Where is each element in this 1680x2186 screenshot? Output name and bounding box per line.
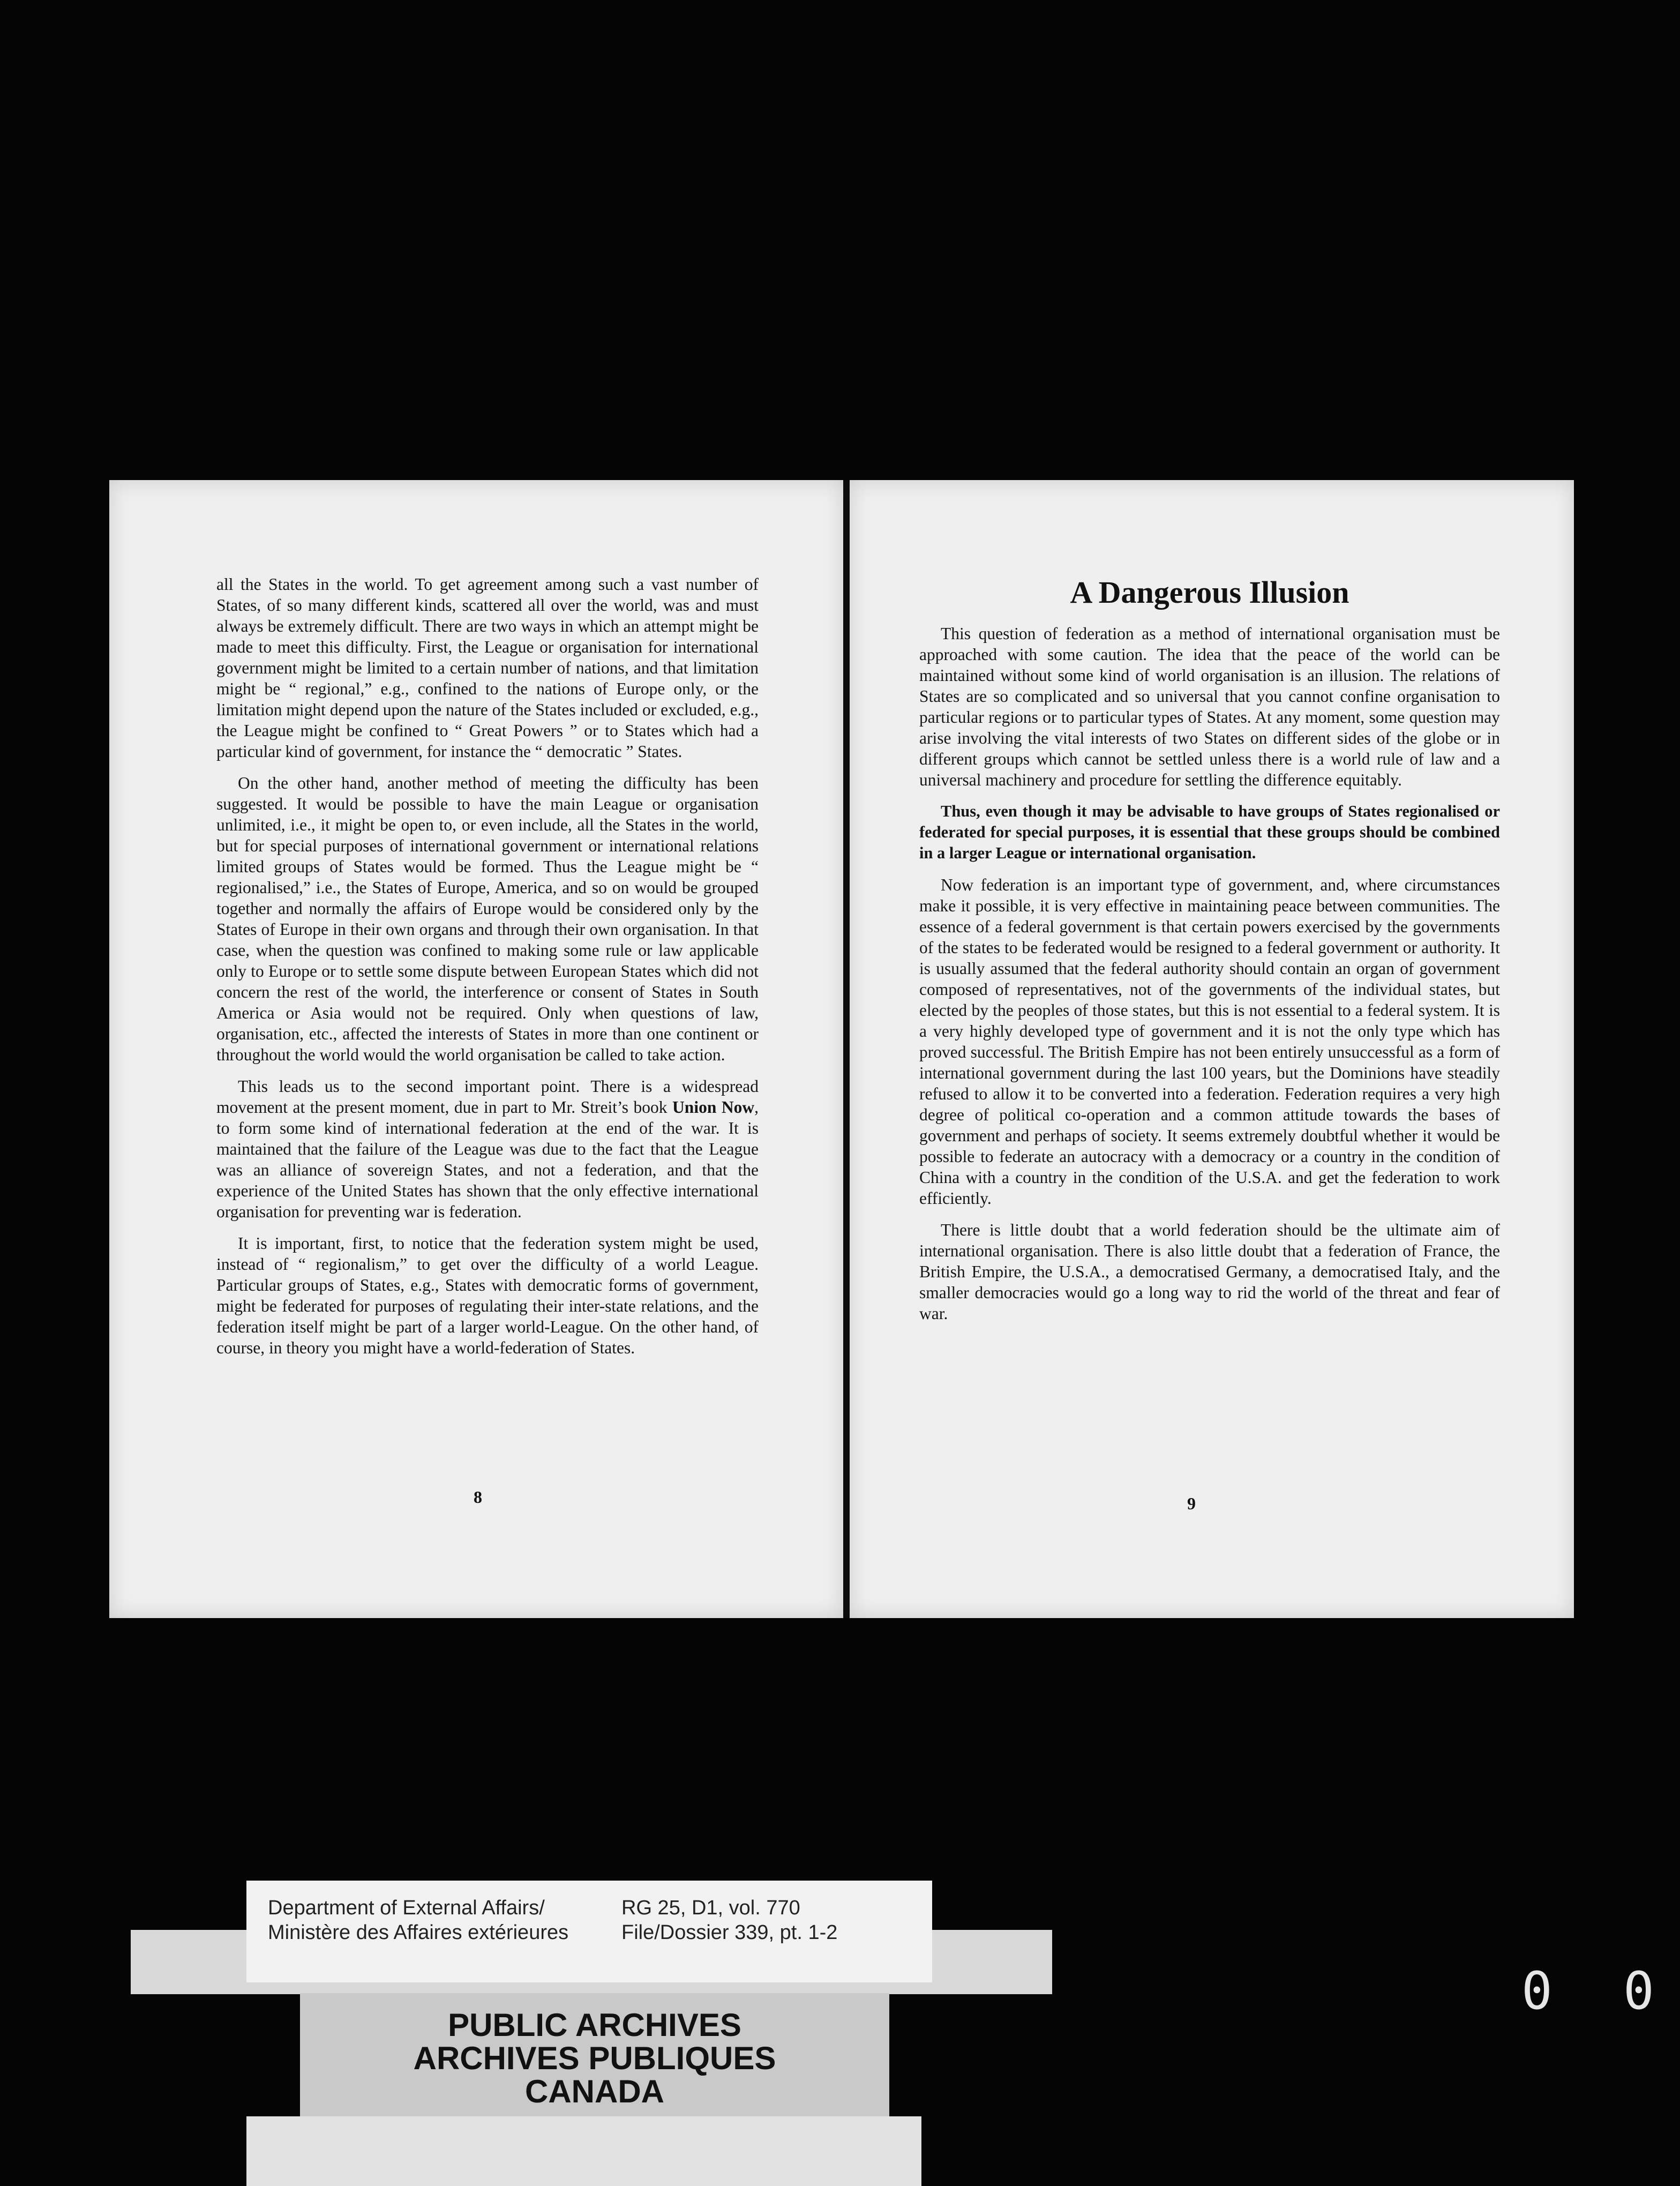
paragraph-text: , to form some kind of international federation at the end of the war. It is maintained that the failure of the League was due to the fact that the League was an alliance of sovereign States, and not a federation, and that the experience of the United States has shown that the only effective international organisation for preventing war is federation. bbox=[216, 1098, 759, 1221]
paragraph: It is important, first, to notice that the federation system might be used, instead of “ regionalism,” to get over the difficulty of a world League. Particular groups of States, e.g., States with democratic forms of government, might be federated for purposes of regulating their inter-state relations, and the federation itself might be part of a larger world-League. On the other hand, of course, in theory you might have a world-federation of States. bbox=[216, 1234, 759, 1357]
paragraph: Now federation is an important type of government, and, where circumstances make it possible, it is very effective in maintaining peace between communities. The essence of a federal government is that certain powers exercised by the governments of the states to be federated would be resigned to a federal government or authority. It is usually assumed that the federal authority should contain an organ of government composed of representatives, not of the governments of the individual states, but elected by the peoples of those states, but this is not essential to a federal system. It is a very highly developed type of government and it is not the only type which has proved successful. The British Empire has not been entirely unsuccessful as a form of international government during the last 100 years, but the Dominions have steadily refused to allow it to be converted into a federation. Federation requires a very high degree of political co-operation and a common attitude towards the bases of government and perhaps of society. It seems extremely doubtful whether it would be possible to federate an autocracy with a democracy or a country in the condition of China with a country in the condition of the U.S.A. and get the federation to work efficiently. bbox=[919, 875, 1500, 1208]
left-page-text bbox=[216, 574, 759, 1369]
paragraph bbox=[216, 1076, 759, 1222]
frame-mark: 0 bbox=[1623, 1961, 1654, 2021]
department-fr: Ministère des Affaires extérieures bbox=[268, 1921, 569, 1944]
frame-mark: 0 bbox=[1521, 1961, 1552, 2021]
archives-line: PUBLIC ARCHIVES bbox=[448, 2007, 741, 2043]
paragraph-text: This leads us to the second important point. There is a widespread movement at the present moment, due in part to Mr. Streit’s book bbox=[216, 1077, 759, 1117]
paragraph: On the other hand, another method of meeting the difficulty has been suggested. It would be possible to have the main League or organisation unlimited, i.e., it might be open to, or even include, all the States in the world, but for special purposes of international government or international relations limited groups of States would be formed. Thus the League might be “ regionalised,” i.e., the States of Europe, America, and so on would be grouped together and normally the affairs of Europe would be considered only by the States of Europe in their own organs and through their own organisation. In that case, when the question was confined to making some rule or law applicable only to Europe or to settle some dispute between European States which did not concern the rest of the world, the interference or consent of States in South America or Asia would not be required. Only when questions of law, organisation, etc., affected the interests of States in more than one continent or throughout the world would the world organisation be called to take action. bbox=[216, 774, 759, 1064]
document-spread bbox=[109, 480, 1574, 1618]
book-title: Union Now bbox=[672, 1098, 755, 1117]
section-title: A Dangerous Illusion bbox=[1070, 575, 1349, 610]
record-group: RG 25, D1, vol. 770 bbox=[621, 1897, 800, 1919]
left-page bbox=[109, 480, 843, 1618]
right-page-text bbox=[919, 574, 1500, 1335]
page-number: 8 bbox=[474, 1487, 482, 1507]
archives-line: ARCHIVES PUBLIQUES bbox=[413, 2040, 776, 2076]
paragraph: all the States in the world. To get agreement among such a vast number of States, of so many different kinds, scattered all over the world, was and must always be extremely difficult. There are two ways in which an attempt might be made to meet this difficulty. First, the League or organisation for international government might be limited to a certain number of nations, and that limitation might be “ regional,” e.g., confined to the nations of Europe only, or the limitation might depend upon the nature of the States included or excluded, e.g., the League might be confined to “ Great Powers ” or to States which had a particular kind of government, for instance the “ democratic ” States. bbox=[216, 575, 759, 761]
paragraph: This question of federation as a method of international organisation must be approached with some caution. The idea that the peace of the world can be maintained without some kind of world organisation is an illusion. The relations of States are so complicated and so universal that you cannot confine organisation to particular regions or to particular types of States. At any moment, some question may arise involving the vital interests of two States on different sides of the globe or in different groups which cannot be settled unless there is a world rule of law and a universal machinery and procedure for settling the difference equitably. bbox=[919, 624, 1500, 789]
archives-stamp bbox=[300, 1993, 889, 2116]
paragraph: There is little doubt that a world federation should be the ultimate aim of international organisation. There is also little doubt that a federation of France, the British Empire, the U.S.A., a democratised Germany, a democratised Italy, and the smaller democracies would go a long way to rid the world of the threat and fear of war. bbox=[919, 1221, 1500, 1323]
file-reference: File/Dossier 339, pt. 1-2 bbox=[621, 1921, 838, 1944]
catalog-label bbox=[246, 1881, 932, 1982]
bottom-strip bbox=[246, 2116, 921, 2186]
department-en: Department of External Affairs/ bbox=[268, 1897, 545, 1919]
archives-line: CANADA bbox=[525, 2073, 664, 2109]
bold-paragraph: Thus, even though it may be advisable to have groups of States regionalised or federated for special purposes, it is essential that these groups should be combined in a larger League or international organisation. bbox=[919, 802, 1500, 862]
page-number: 9 bbox=[1187, 1494, 1196, 1513]
right-page bbox=[850, 480, 1574, 1618]
